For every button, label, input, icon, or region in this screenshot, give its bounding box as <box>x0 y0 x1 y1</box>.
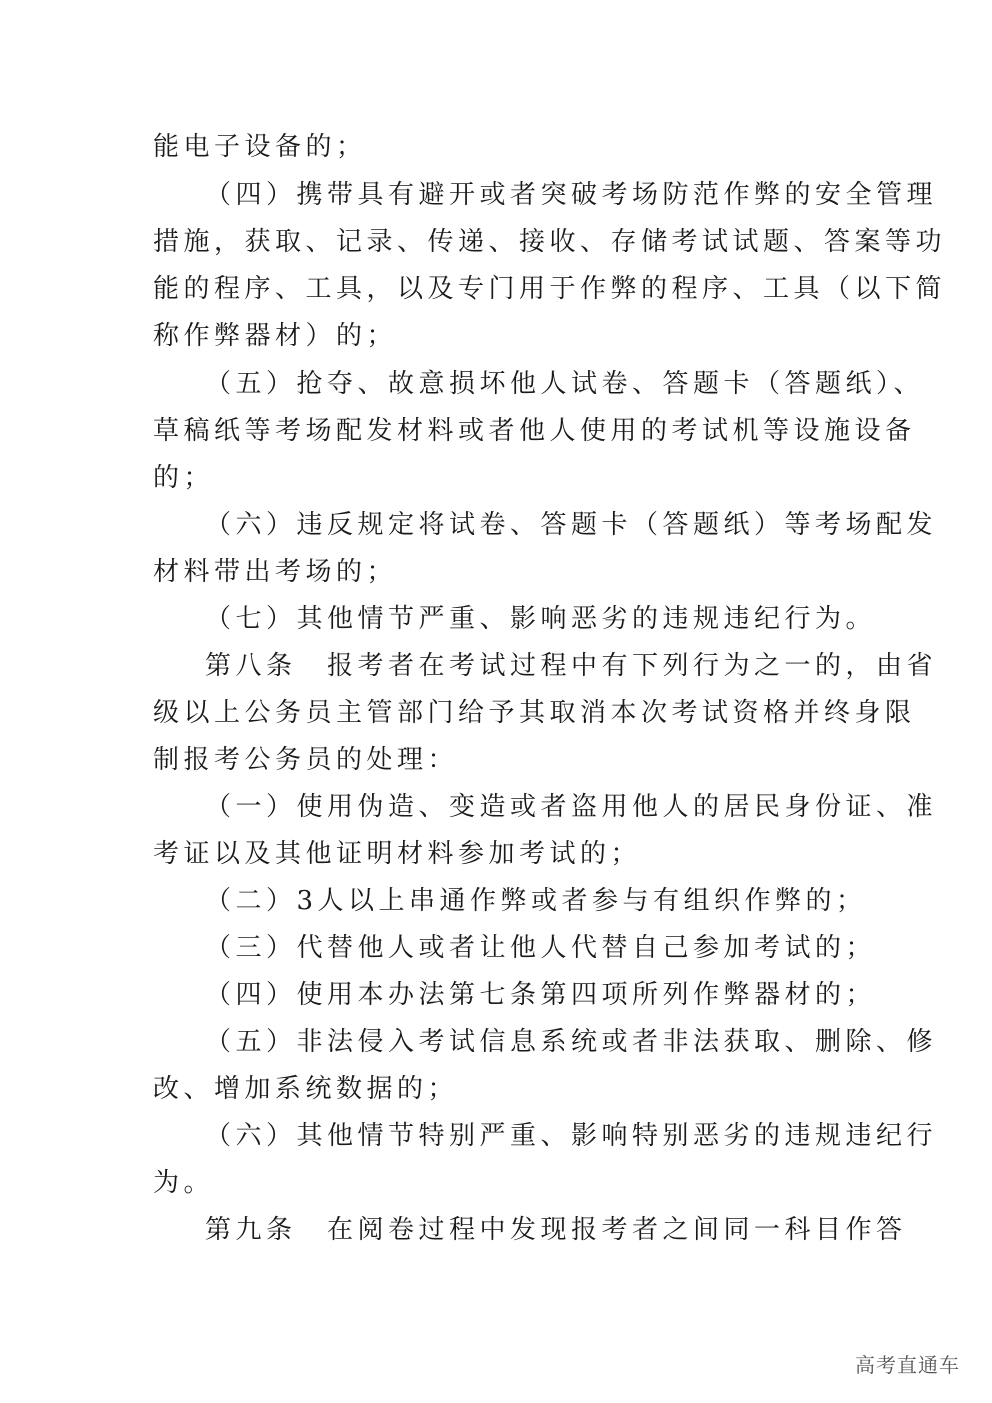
text-line: 材料带出考场的； <box>153 557 398 587</box>
text-line: （五）抢夺、故意损坏他人试卷、答题卡（答题纸）、 <box>205 369 925 399</box>
article-heading-line: 第八条 报考者在考试过程中有下列行为之一的，由省 <box>205 651 938 681</box>
text-line: 级以上公务员主管部门给予其取消本次考试资格并终身限 <box>153 698 916 728</box>
text-line: 草稿纸等考场配发材料或者他人使用的考试机等设施设备 <box>153 416 916 446</box>
text-line: 称作弊器材）的； <box>153 321 398 351</box>
text-line: （四）携带具有避开或者突破考场防范作弊的安全管理 <box>205 180 938 210</box>
text-line: （六）违反规定将试卷、答题卡（答题纸）等考场配发 <box>205 510 938 540</box>
watermark: 高考直通车 <box>855 1353 960 1377</box>
text-line: （七）其他情节严重、影响恶劣的违规违纪行为。 <box>205 604 877 634</box>
text-line: 能电子设备的； <box>153 132 367 162</box>
text-line: 改、增加系统数据的； <box>153 1074 459 1104</box>
text-line: （三）代替他人或者让他人代替自己参加考试的； <box>205 933 877 963</box>
text-line: 的； <box>153 463 215 493</box>
text-line: （四）使用本办法第七条第四项所列作弊器材的； <box>205 980 877 1010</box>
text-line: （五）非法侵入考试信息系统或者非法获取、删除、修 <box>205 1027 938 1057</box>
text-line: 能的程序、工具，以及专门用于作弊的程序、工具（以下简 <box>153 274 947 304</box>
text-line: 为。 <box>153 1168 215 1198</box>
article-heading-line: 第九条 在阅卷过程中发现报考者之间同一科目作答 <box>205 1215 907 1245</box>
text-line: （六）其他情节特别严重、影响特别恶劣的违规违纪行 <box>205 1121 938 1151</box>
text-line: （二）3人以上串通作弊或者参与有组织作弊的； <box>205 886 867 916</box>
text-line: （一）使用伪造、变造或者盗用他人的居民身份证、准 <box>205 792 938 822</box>
text-line: 制报考公务员的处理： <box>153 745 459 775</box>
text-line: 措施，获取、记录、传递、接收、存储考试试题、答案等功 <box>153 227 947 257</box>
text-line: 考证以及其他证明材料参加考试的； <box>153 839 642 869</box>
